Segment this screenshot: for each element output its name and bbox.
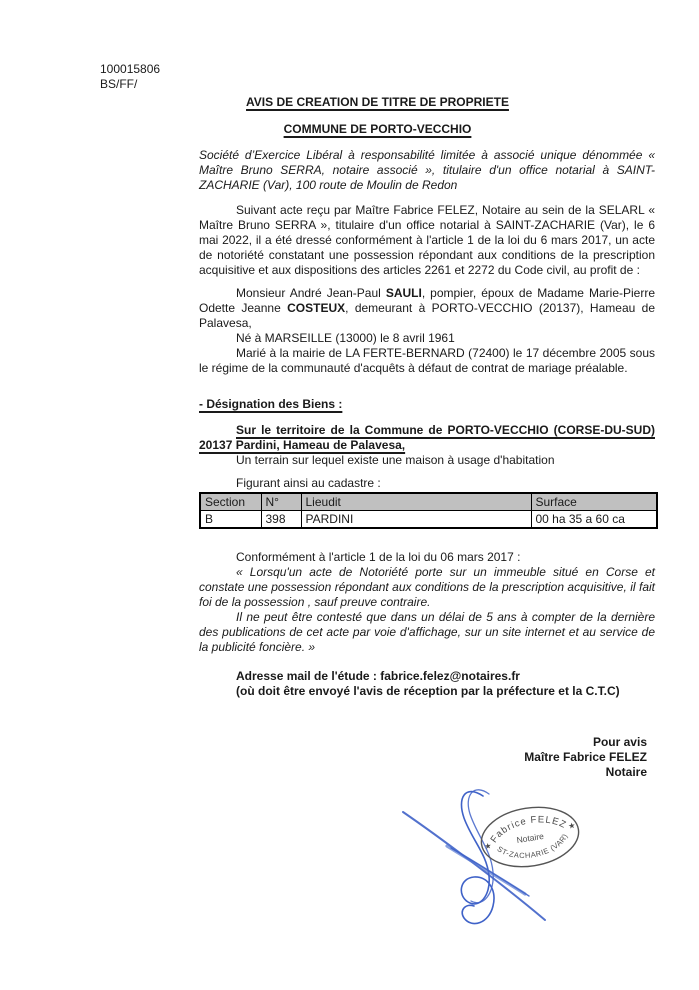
beneficiary-name: SAULI (385, 286, 422, 300)
beneficiary-mid: , pompier, époux de Madame Marie-Pierre Odette Jeanne (199, 286, 656, 315)
designation-heading: - Désignation des Biens : (199, 397, 343, 411)
cell-section: B (200, 511, 261, 529)
cell-numero: 398 (261, 511, 301, 529)
marriage-paragraph: Marié à la mairie de LA FERTE-BERNARD (72400) le 17 décembre 2005 sous le régime de la communauté d'acquêts à défaut de contrat de mariage préalable. (199, 346, 655, 375)
table-row (200, 511, 657, 529)
signoff-pour-avis: Pour avis (592, 735, 647, 749)
cell-surface: 00 ha 35 a 60 ca (531, 511, 657, 529)
reference-block (100, 62, 160, 92)
col-header-surface: Surface (531, 493, 657, 511)
cadastre-table (199, 492, 658, 529)
habitation-line: Un terrain sur lequel existe une maison à usage d'habitation (236, 453, 555, 467)
signoff-title: Notaire (605, 765, 647, 779)
birth-line: Né à MARSEILLE (13000) le 8 avril 1961 (236, 331, 455, 345)
beneficiary-paragraph (199, 286, 655, 331)
reference-number: 100015806 (100, 62, 161, 76)
cell-lieudit: PARDINI (301, 511, 531, 529)
cadastre-intro: Figurant ainsi au cadastre : (236, 476, 381, 490)
table-header-row (200, 493, 657, 511)
legal-quote-1: « Lorsqu'un acte de Notoriété porte sur un immeuble situé en Corse et constate une possession répondant aux conditions de la prescription acquisitive, il fait foi de la possession , sauf preuve contraire. (199, 565, 655, 609)
stamp-role: Notaire (515, 830, 545, 846)
col-header-numero: N° (261, 493, 301, 511)
commune-subtitle: COMMUNE DE PORTO-VECCHIO (283, 122, 472, 136)
societe-paragraph: Société d’Exercice Libéral à responsabilité limitée à associé unique dénommée « Maître Bruno SERRA, notaire associé », titulaire d'un office notarial à SAINT-ZACHARIE (Var), 100 route de Moulin de Redon (199, 148, 655, 192)
email-line: Adresse mail de l'étude : fabrice.felez@notaires.fr (236, 669, 520, 683)
territory-heading (199, 423, 655, 453)
title-block (100, 95, 655, 137)
signature-and-stamp (395, 782, 665, 932)
email-block (236, 669, 655, 699)
email-note: (où doit être envoyé l'avis de réception par la préfecture et la C.T.C) (236, 684, 620, 698)
signoff-notary-name: Maître Fabrice FELEZ (524, 750, 647, 764)
star-icon: ★ (567, 820, 577, 831)
document-title: AVIS DE CREATION DE TITRE DE PROPRIETE (246, 95, 509, 109)
stamp-place: ST-ZACHARIE (VAR) (495, 832, 570, 861)
territory-line1: Sur le territoire de la Commune de PORTO-VECCHIO (CORSE-DU-SUD) (236, 423, 655, 437)
territory-line2: 20137 Pardini, Hameau de Palavesa, (199, 438, 406, 452)
stamp-name: Fabrice FELEZ (488, 814, 569, 846)
col-header-lieudit: Lieudit (301, 493, 531, 511)
conformity-line: Conformément à l'article 1 de la loi du 06 mars 2017 : (236, 550, 521, 564)
office-initials: BS/FF/ (100, 77, 138, 91)
acte-paragraph: Suivant acte reçu par Maître Fabrice FELEZ, Notaire au sein de la SELARL « Maître Bruno SERRA », titulaire d'un office notarial à SAINT-ZACHARIE (Var), le 6 mai 2022, il a été dressé conformément à l'article 1 de la loi du 6 mars 2017, un acte de notoriété constatant une possession répondant aux conditions de la prescription acquisitive et aux dispositions des articles 2261 et 2272 du Code civil, au profit de : (199, 203, 655, 277)
legal-quote-2: Il ne peut être contesté que dans un délai de 5 ans à compter de la dernière des publications de cet acte par voie d'affichage, sur un site internet et au service de la publicité foncière. » (199, 610, 655, 654)
spouse-name: COSTEUX (287, 301, 346, 315)
beneficiary-pre: Monsieur André Jean-Paul (236, 286, 386, 300)
notary-stamp (477, 801, 583, 874)
signoff-block (199, 735, 655, 780)
beneficiary-post: , demeurant à PORTO-VECCHIO (20137), Hameau de Palavesa, (199, 301, 656, 330)
document-body (199, 148, 655, 780)
star-icon: ★ (483, 841, 493, 852)
col-header-section: Section (200, 493, 261, 511)
